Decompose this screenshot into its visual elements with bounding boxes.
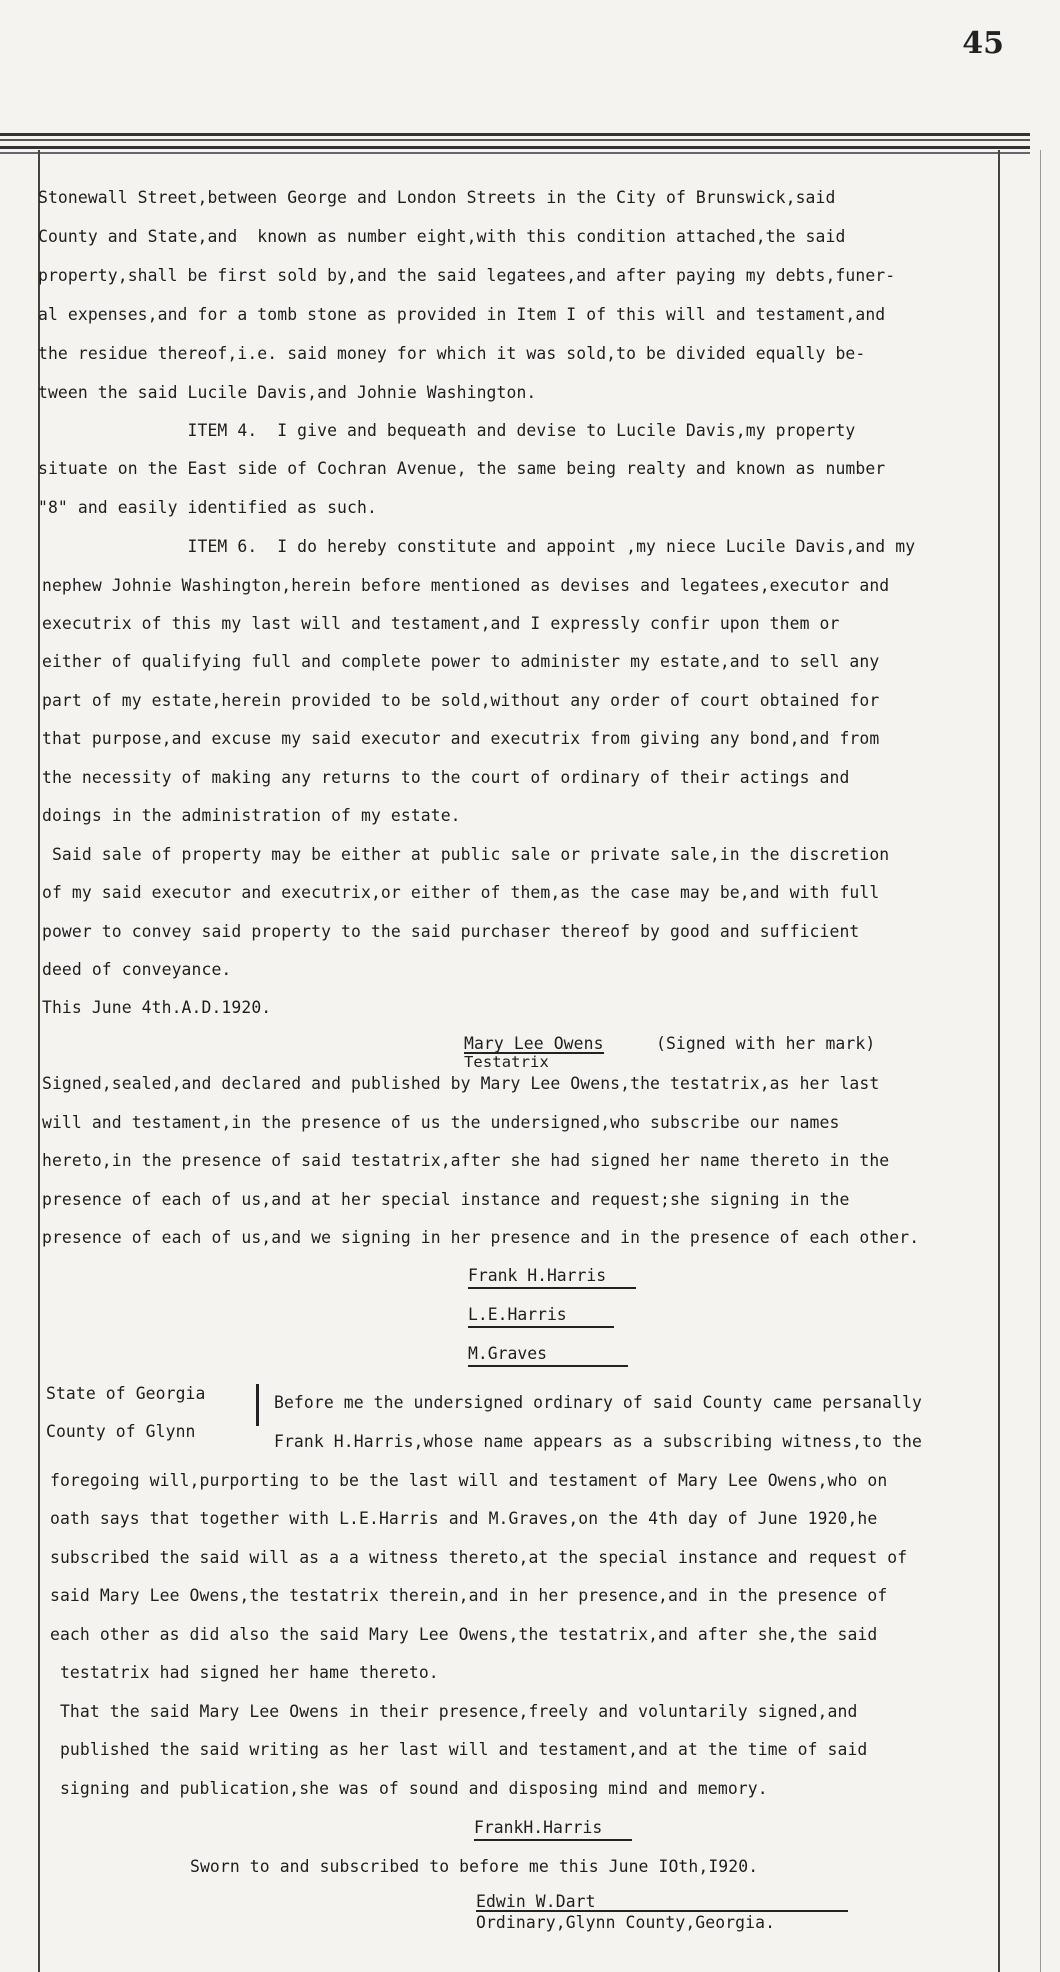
attestation-line: will and testament,in the presence of us the undersigned,who subscribe our names: [42, 1113, 840, 1132]
body-line: ITEM 6. I do hereby constitute and appoint ,my niece Lucile Davis,and my: [38, 537, 916, 556]
attestation-line: Signed,sealed,and declared and published by Mary Lee Owens,the testatrix,as her last: [42, 1074, 880, 1093]
page-number: 45: [962, 26, 1004, 61]
body-line: property,shall be first sold by,and the said legatees,and after paying my debts,funer-: [38, 266, 896, 285]
body-line: either of qualifying full and complete power to administer my estate,and to sell any: [42, 652, 880, 671]
jurisdiction-county: County of Glynn: [46, 1422, 196, 1441]
header-rule: [0, 139, 1030, 141]
affidavit-line: Before me the undersigned ordinary of said County came persanally: [274, 1393, 922, 1412]
affidavit-line: oath says that together with L.E.Harris and M.Graves,on the 4th day of June 1920,he: [50, 1509, 878, 1528]
right-margin-line: [998, 150, 1000, 1972]
attestation-line: hereto,in the presence of said testatrix,after she had signed her name thereto in the: [42, 1151, 890, 1170]
ordinary-title: Ordinary,Glynn County,Georgia.: [476, 1913, 776, 1932]
header-rule: [0, 133, 1030, 136]
body-line: tween the said Lucile Davis,and Johnie Washington.: [38, 383, 537, 402]
body-line: the necessity of making any returns to the court of ordinary of their actings and: [42, 768, 850, 787]
attestation-line: presence of each of us,and at her special instance and request;she signing in the: [42, 1190, 850, 1209]
page-edge-line: [1040, 150, 1041, 1972]
header-rule: [0, 146, 1030, 149]
sworn-statement: Sworn to and subscribed to before me this June IOth,I920.: [190, 1857, 759, 1876]
affidavit-line: said Mary Lee Owens,the testatrix therein,and in her presence,and in the presence of: [50, 1586, 888, 1605]
body-line: of my said executor and executrix,or either of them,as the case may be,and with full: [42, 883, 880, 902]
affidavit-line: signing and publication,she was of sound and disposing mind and memory.: [50, 1779, 768, 1798]
affidavit-line: That the said Mary Lee Owens in their presence,freely and voluntarily signed,and: [50, 1702, 858, 1721]
body-line: Stonewall Street,between George and London Streets in the City of Brunswick,said: [38, 188, 836, 207]
affidavit-line: testatrix had signed her hame thereto.: [50, 1663, 439, 1682]
jurisdiction-state: State of Georgia: [46, 1384, 206, 1403]
witness-signature: L.E.Harris: [468, 1305, 614, 1328]
body-line: deed of conveyance.: [42, 960, 232, 979]
witness-signature: M.Graves: [468, 1344, 628, 1367]
ordinary-signature: Edwin W.Dart: [476, 1894, 848, 1912]
testatrix-mark-note: (Signed with her mark): [656, 1034, 876, 1053]
affiant-signature: FrankH.Harris: [474, 1818, 632, 1841]
body-line: doings in the administration of my estate.: [42, 806, 461, 825]
attestation-line: presence of each of us,and we signing in her presence and in the presence of each other.: [42, 1228, 920, 1247]
jurisdiction-bracket: [256, 1384, 265, 1426]
testatrix-title: Testatrix: [464, 1053, 549, 1071]
body-line: the residue thereof,i.e. said money for which it was sold,to be divided equally be-: [38, 344, 866, 363]
affidavit-line: Frank H.Harris,whose name appears as a subscribing witness,to the: [274, 1432, 922, 1451]
body-line: that purpose,and excuse my said executor and executrix from giving any bond,and from: [42, 729, 880, 748]
affidavit-line: published the said writing as her last will and testament,and at the time of said: [50, 1740, 868, 1759]
affidavit-line: each other as did also the said Mary Lee Owens,the testatrix,and after she,the said: [50, 1625, 878, 1644]
body-line: power to convey said property to the said purchaser thereof by good and sufficient: [42, 922, 860, 941]
body-line: Said sale of property may be either at public sale or private sale,in the discretion: [42, 845, 890, 864]
body-line: This June 4th.A.D.1920.: [42, 998, 272, 1017]
body-line: nephew Johnie Washington,herein before mentioned as devises and legatees,executor and: [42, 576, 890, 595]
body-line: situate on the East side of Cochran Avenue, the same being realty and known as number: [38, 459, 886, 478]
body-line: ITEM 4. I give and bequeath and devise to Lucile Davis,my property: [38, 421, 856, 440]
body-line: County and State,and known as number eight,with this condition attached,the said: [38, 227, 846, 246]
testatrix-signature: Mary Lee Owens: [464, 1034, 604, 1053]
witness-signature: Frank H.Harris: [468, 1266, 636, 1289]
affidavit-line: subscribed the said will as a a witness thereto,at the special instance and request of: [50, 1548, 908, 1567]
body-line: "8" and easily identified as such.: [38, 498, 377, 517]
affidavit-line: foregoing will,purporting to be the last will and testament of Mary Lee Owens,who on: [50, 1471, 888, 1490]
header-rule: [0, 152, 1030, 154]
body-line: executrix of this my last will and testament,and I expressly confir upon them or: [42, 614, 840, 633]
body-line: al expenses,and for a tomb stone as provided in Item I of this will and testament,and: [38, 305, 886, 324]
body-line: part of my estate,herein provided to be sold,without any order of court obtained for: [42, 691, 880, 710]
